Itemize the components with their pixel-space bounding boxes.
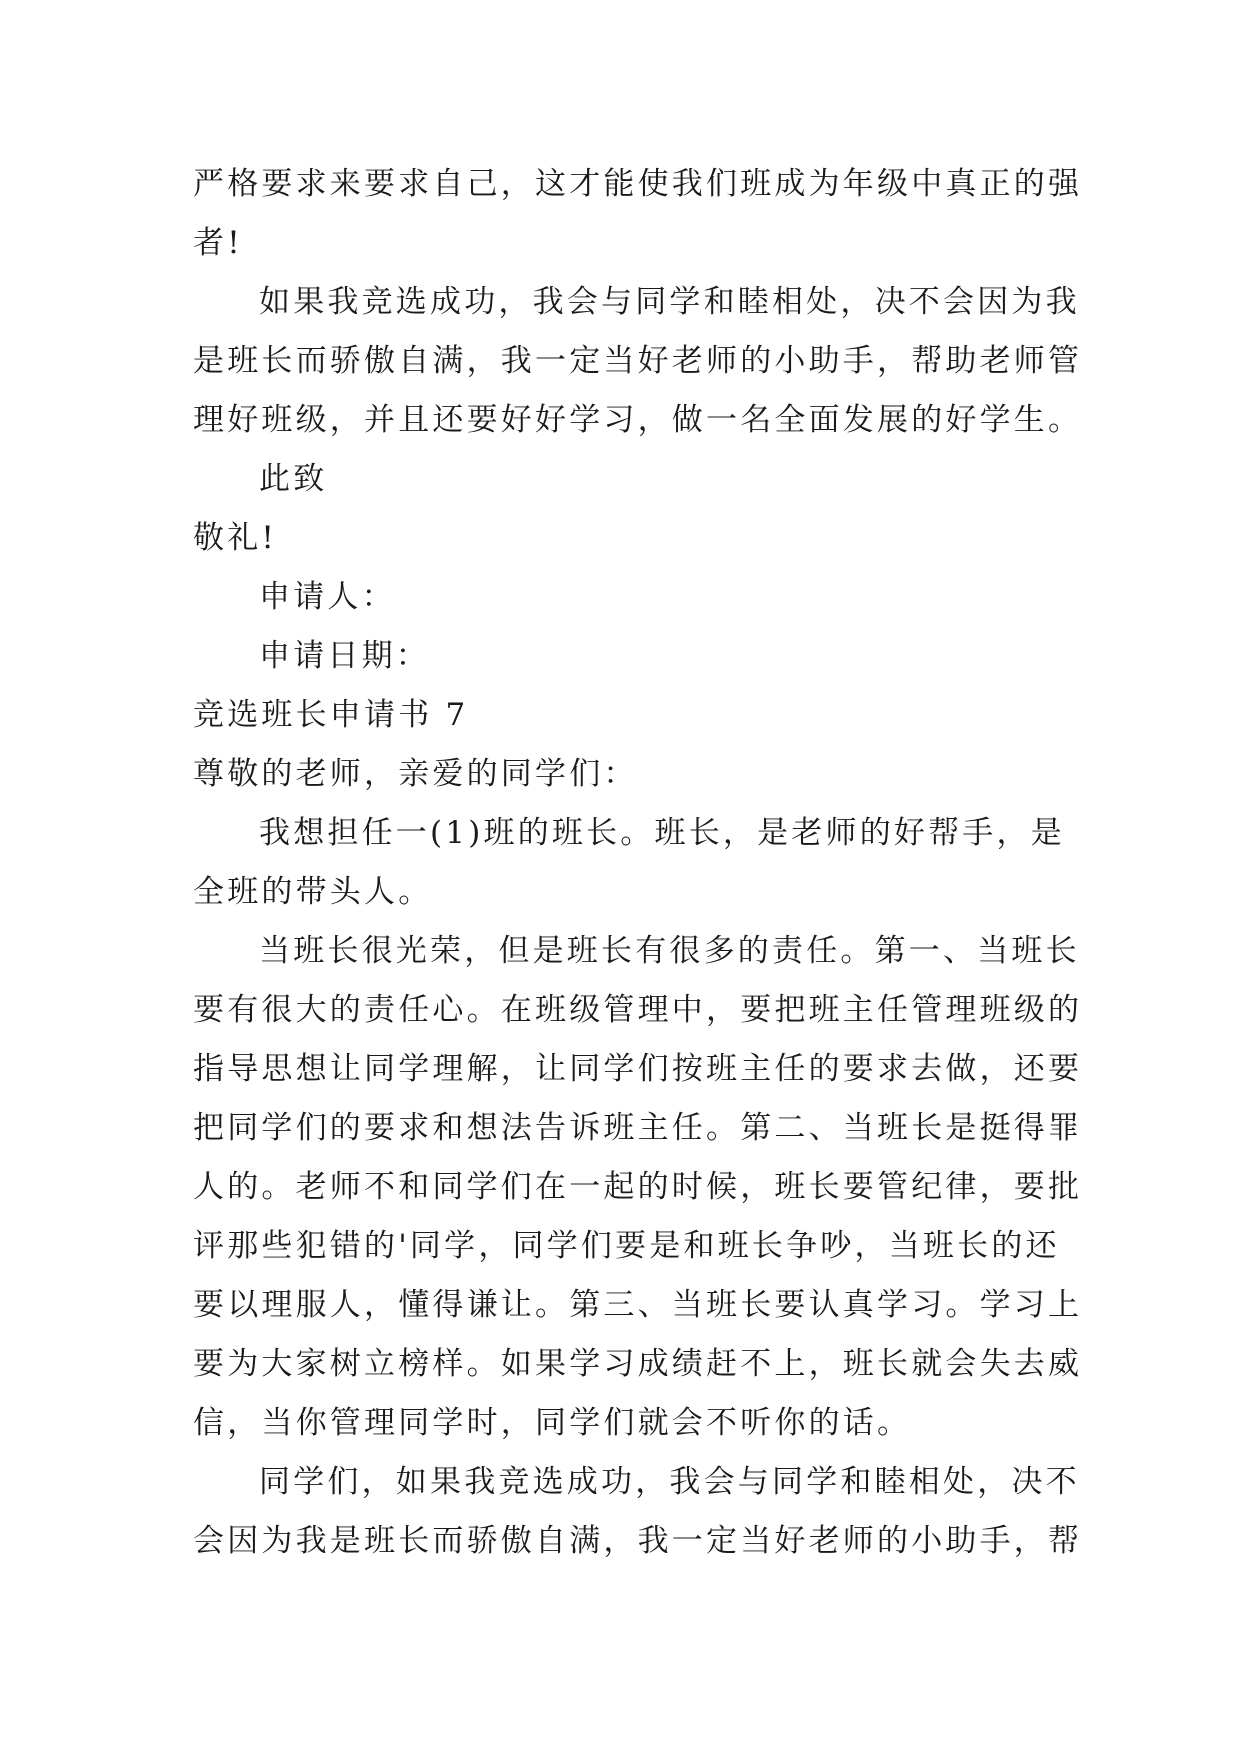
text-line-4: 是班长而骄傲自满，我一定当好老师的小助手，帮助老师管 <box>193 343 1083 379</box>
application-date-label: 申请日期： <box>259 638 430 674</box>
text-line-16: 指导思想让同学理解，让同学们按班主任的要求去做，还要 <box>193 1051 1083 1087</box>
text-line-15: 要有很大的责任心。在班级管理中，要把班主任管理班级的 <box>193 992 1083 1028</box>
text-line-1: 严格要求来要求自己，这才能使我们班成为年级中真正的强 <box>193 166 1083 202</box>
text-line-18: 人的。老师不和同学们在一起的时候，班长要管纪律，要批 <box>193 1169 1083 1205</box>
text-line-24: 会因为我是班长而骄傲自满，我一定当好老师的小助手，帮 <box>193 1523 1083 1559</box>
text-line-22: 信，当你管理同学时，同学们就会不听你的话。 <box>193 1405 912 1441</box>
text-line-14: 当班长很光荣，但是班长有很多的责任。第一、当班长 <box>259 933 1080 969</box>
text-line-20: 要以理服人，懂得谦让。第三、当班长要认真学习。学习上 <box>193 1287 1083 1323</box>
text-line-5: 理好班级，并且还要好好学习，做一名全面发展的好学生。 <box>193 402 1083 438</box>
text-line-2: 者! <box>193 225 243 261</box>
text-line-23: 同学们，如果我竞选成功，我会与同学和睦相处，决不 <box>259 1464 1080 1500</box>
text-line-19: 评那些犯错的'同学，同学们要是和班长争吵，当班长的还 <box>193 1228 1060 1264</box>
applicant-label: 申请人： <box>259 579 396 615</box>
text-line-17: 把同学们的要求和想法告诉班主任。第二、当班长是挺得罪 <box>193 1110 1083 1146</box>
greeting-line: 尊敬的老师，亲爱的同学们： <box>193 756 638 792</box>
section-title: 竞选班长申请书 7 <box>193 697 469 733</box>
salutation-line: 敬礼! <box>193 520 278 556</box>
document-body <box>193 155 1083 1571</box>
closing-line: 此致 <box>259 461 328 497</box>
text-line-3: 如果我竞选成功，我会与同学和睦相处，决不会因为我 <box>259 284 1080 320</box>
text-line-12: 我想担任一(1)班的班长。班长，是老师的好帮手，是 <box>259 815 1065 851</box>
text-line-21: 要为大家树立榜样。如果学习成绩赶不上，班长就会失去威 <box>193 1346 1083 1382</box>
text-line-13: 全班的带头人。 <box>193 874 433 910</box>
